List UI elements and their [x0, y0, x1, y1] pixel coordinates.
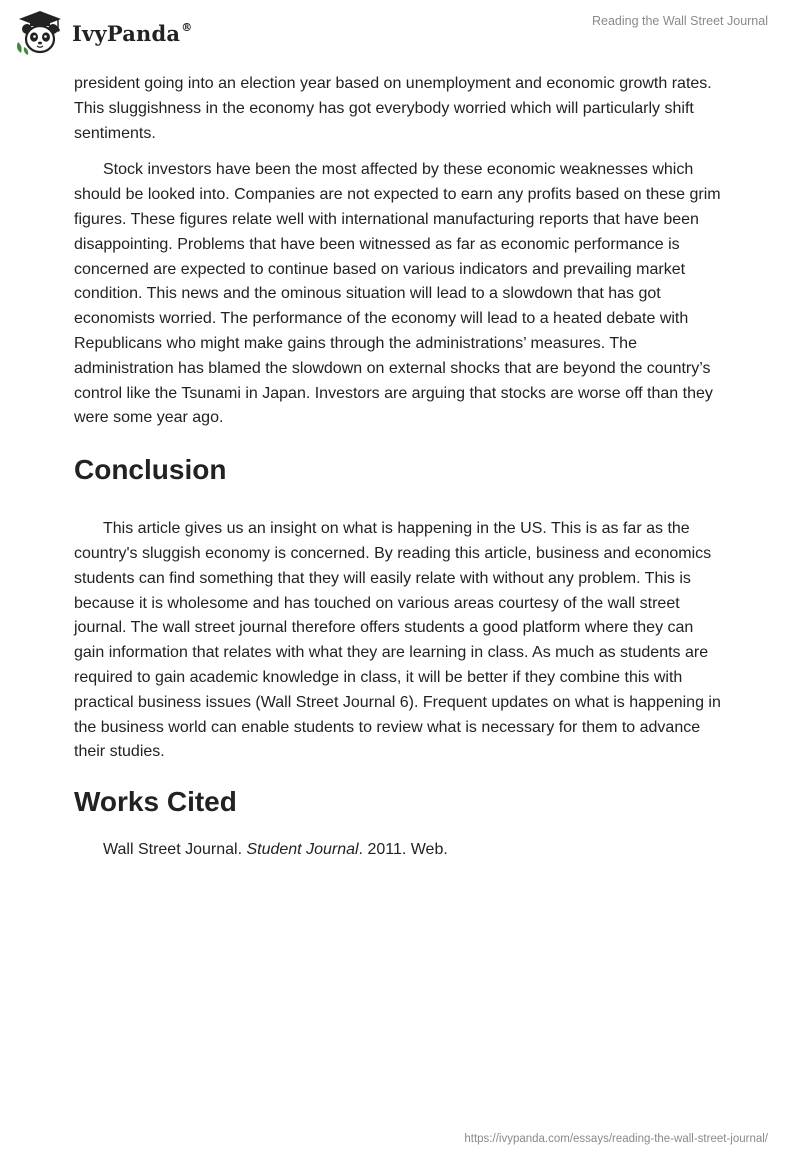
- panda-graduate-icon: [14, 8, 66, 56]
- logo-text: [72, 21, 192, 46]
- essay-content: [74, 72, 724, 863]
- paragraph-continued: president going into an election year based on unemployment and economic growth rates. This sluggishness in the economy has got everybody worried which will particularly shift sentiments.: [74, 75, 712, 142]
- document-title: Reading the Wall Street Journal: [591, 14, 768, 28]
- citation-title: Student Journal: [246, 841, 359, 859]
- registered-mark: ®: [181, 20, 193, 34]
- citation-author: Wall Street Journal.: [103, 841, 247, 859]
- logo-wordmark: IvyPanda: [72, 20, 181, 46]
- paragraph-stock-investors: Stock investors have been the most affected by these economic weaknesses which should be looked into. Companies are not expected to earn any profits based on these grim figures. These figures relate well with international manufacturing reports that have been disappointing. Problems that have been witnessed as far as economic performance is concerned are expected to continue based on various indicators and prevailing market condition. This news and the ominous situation will lead to a slowdown that has got economists worried. The performance of the economy will lead to a heated debate with Republicans who might make gains through the administrations’ measures. The administration has blamed the slowdown on external shocks that are beyond the country’s control like the Tsunami in Japan. Investors are arguing that stocks are worse off than they were some year ago.: [74, 161, 721, 427]
- source-url[interactable]: https://ivypanda.com/essays/reading-the-wall-street-journal/: [464, 1133, 768, 1145]
- citation-entry: [74, 838, 724, 863]
- conclusion-heading: Conclusion: [74, 454, 227, 486]
- ivypanda-logo[interactable]: [14, 8, 192, 56]
- citation-details: . 2011. Web.: [358, 841, 448, 859]
- page-header: [0, 0, 800, 62]
- works-cited-heading: Works Cited: [74, 786, 237, 818]
- paragraph-conclusion: This article gives us an insight on what is happening in the US. This is as far as the country's sluggish economy is concerned. By reading this article, business and economics students can find something that they will easily relate with without any problem. This is because it is wholesome and has touched on various areas courtesy of the wall street journal. The wall street journal therefore offers students a good platform where they can gain information that relates with what they are learning in class. As much as students are required to gain academic knowledge in class, it will be better if they combine this with practical business issues (Wall Street Journal 6). Frequent updates on what is happening in the business world can enable students to review what is necessary for them to advance their studies.: [74, 520, 721, 761]
